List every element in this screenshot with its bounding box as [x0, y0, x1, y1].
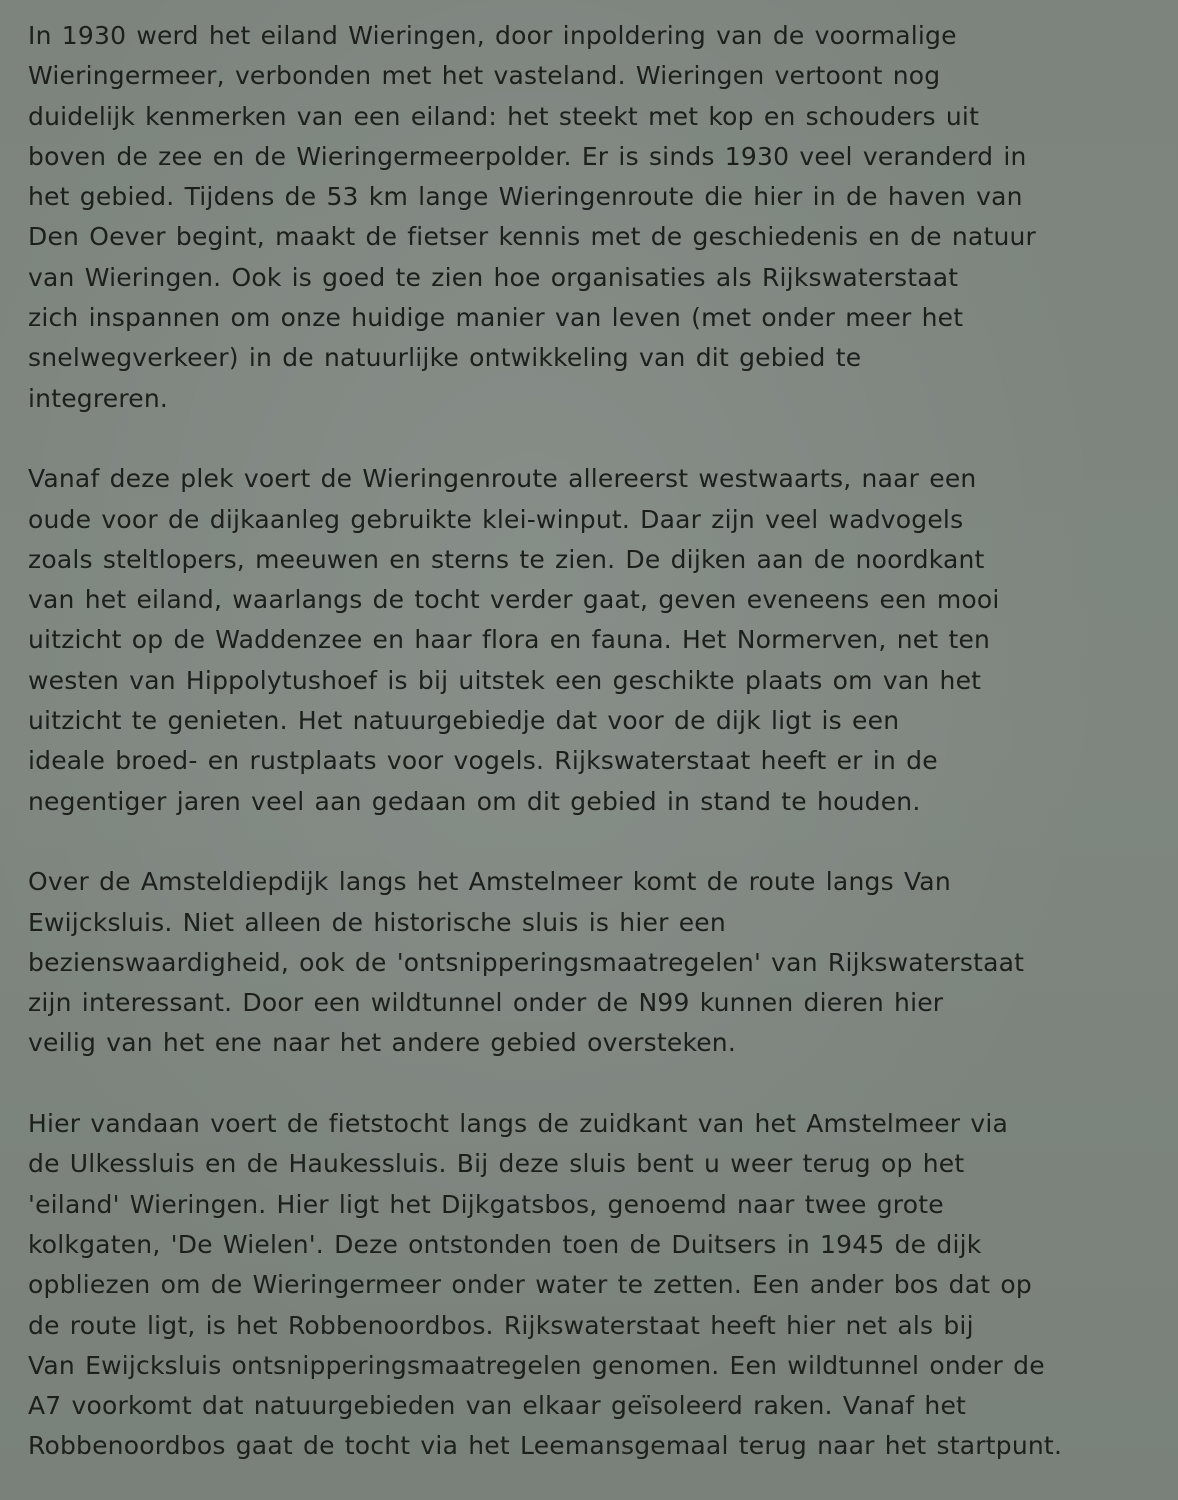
paragraph-amsteldiepdijk: Over de Amsteldiepdijk langs het Amstelmeer komt de route langs Van Ewijcksluis. Niet alleen de historische sluis is hier een bezienswaardigheid, ook de 'ontsnipperingsmaatregelen' van Rijkswaterstaat zijn interessant. Door een wildtunnel onder de N99 kunnen dieren hier veilig van het ene naar het andere gebied oversteken.	[28, 867, 1025, 1058]
paragraph-westwards: Vanaf deze plek voert de Wieringenroute allereerst westwaarts, naar een oude voor de dijkaanleg gebruikte klei-winput. Daar zijn veel wadvogels zoals steltlopers, meeuwen en sterns te zien. De dijken aan de noordkant van het eiland, waarlangs de tocht verder gaat, geven eveneens een mooi uitzicht op de Waddenzee en haar flora en fauna. Het Normerven, net ten westen van Hippolytushoef is bij uitstek een geschikte plaats om van het uitzicht te genieten. Het natuurgebiedje dat voor de dijk ligt is een ideale broed- en rustplaats voor vogels. Rijkswaterstaat heeft er in de negentiger jaren veel aan gedaan om dit gebied in stand te houden.	[28, 464, 1000, 816]
paragraph-return-route: Hier vandaan voert de fietstocht langs de zuidkant van het Amstelmeer via de Ulkessluis en de Haukessluis. Bij deze sluis bent u weer terug op het 'eiland' Wieringen. Hier ligt het Dijkgatsbos, genoemd naar twee grote kolkgaten, 'De Wielen'. Deze ontstonden toen de Duitsers in 1945 de dijk opbliezen om de Wieringermeer onder water te zetten. Een ander bos dat op de route ligt, is het Robbenoordbos. Rijkswaterstaat heeft hier net als bij Van Ewijcksluis ontsnipperingsmaatregelen genomen. Een wildtunnel onder de A7 voorkomt dat natuurgebieden van elkaar geïsoleerd raken. Vanaf het Robbenoordbos gaat de tocht via het Leemansgemaal terug naar het startpunt.	[28, 1109, 1063, 1461]
paragraph-intro: In 1930 werd het eiland Wieringen, door inpoldering van de voormalige Wieringermeer, verbonden met het vasteland. Wieringen vertoont nog duidelijk kenmerken van een eiland: het steekt met kop en schouders uit boven de zee en de Wieringermeerpolder. Er is sinds 1930 veel veranderd in het gebied. Tijdens de 53 km lange Wieringenroute die hier in de haven van Den Oever begint, maakt de fietser kennis met de geschiedenis en de natuur van Wieringen. Ook is goed te zien hoe organisaties als Rijkswaterstaat zich inspannen om onze huidige manier van leven (met onder meer het snelwegverkeer) in de natuurlijke ontwikkeling van dit gebied te integreren.	[28, 21, 1037, 413]
